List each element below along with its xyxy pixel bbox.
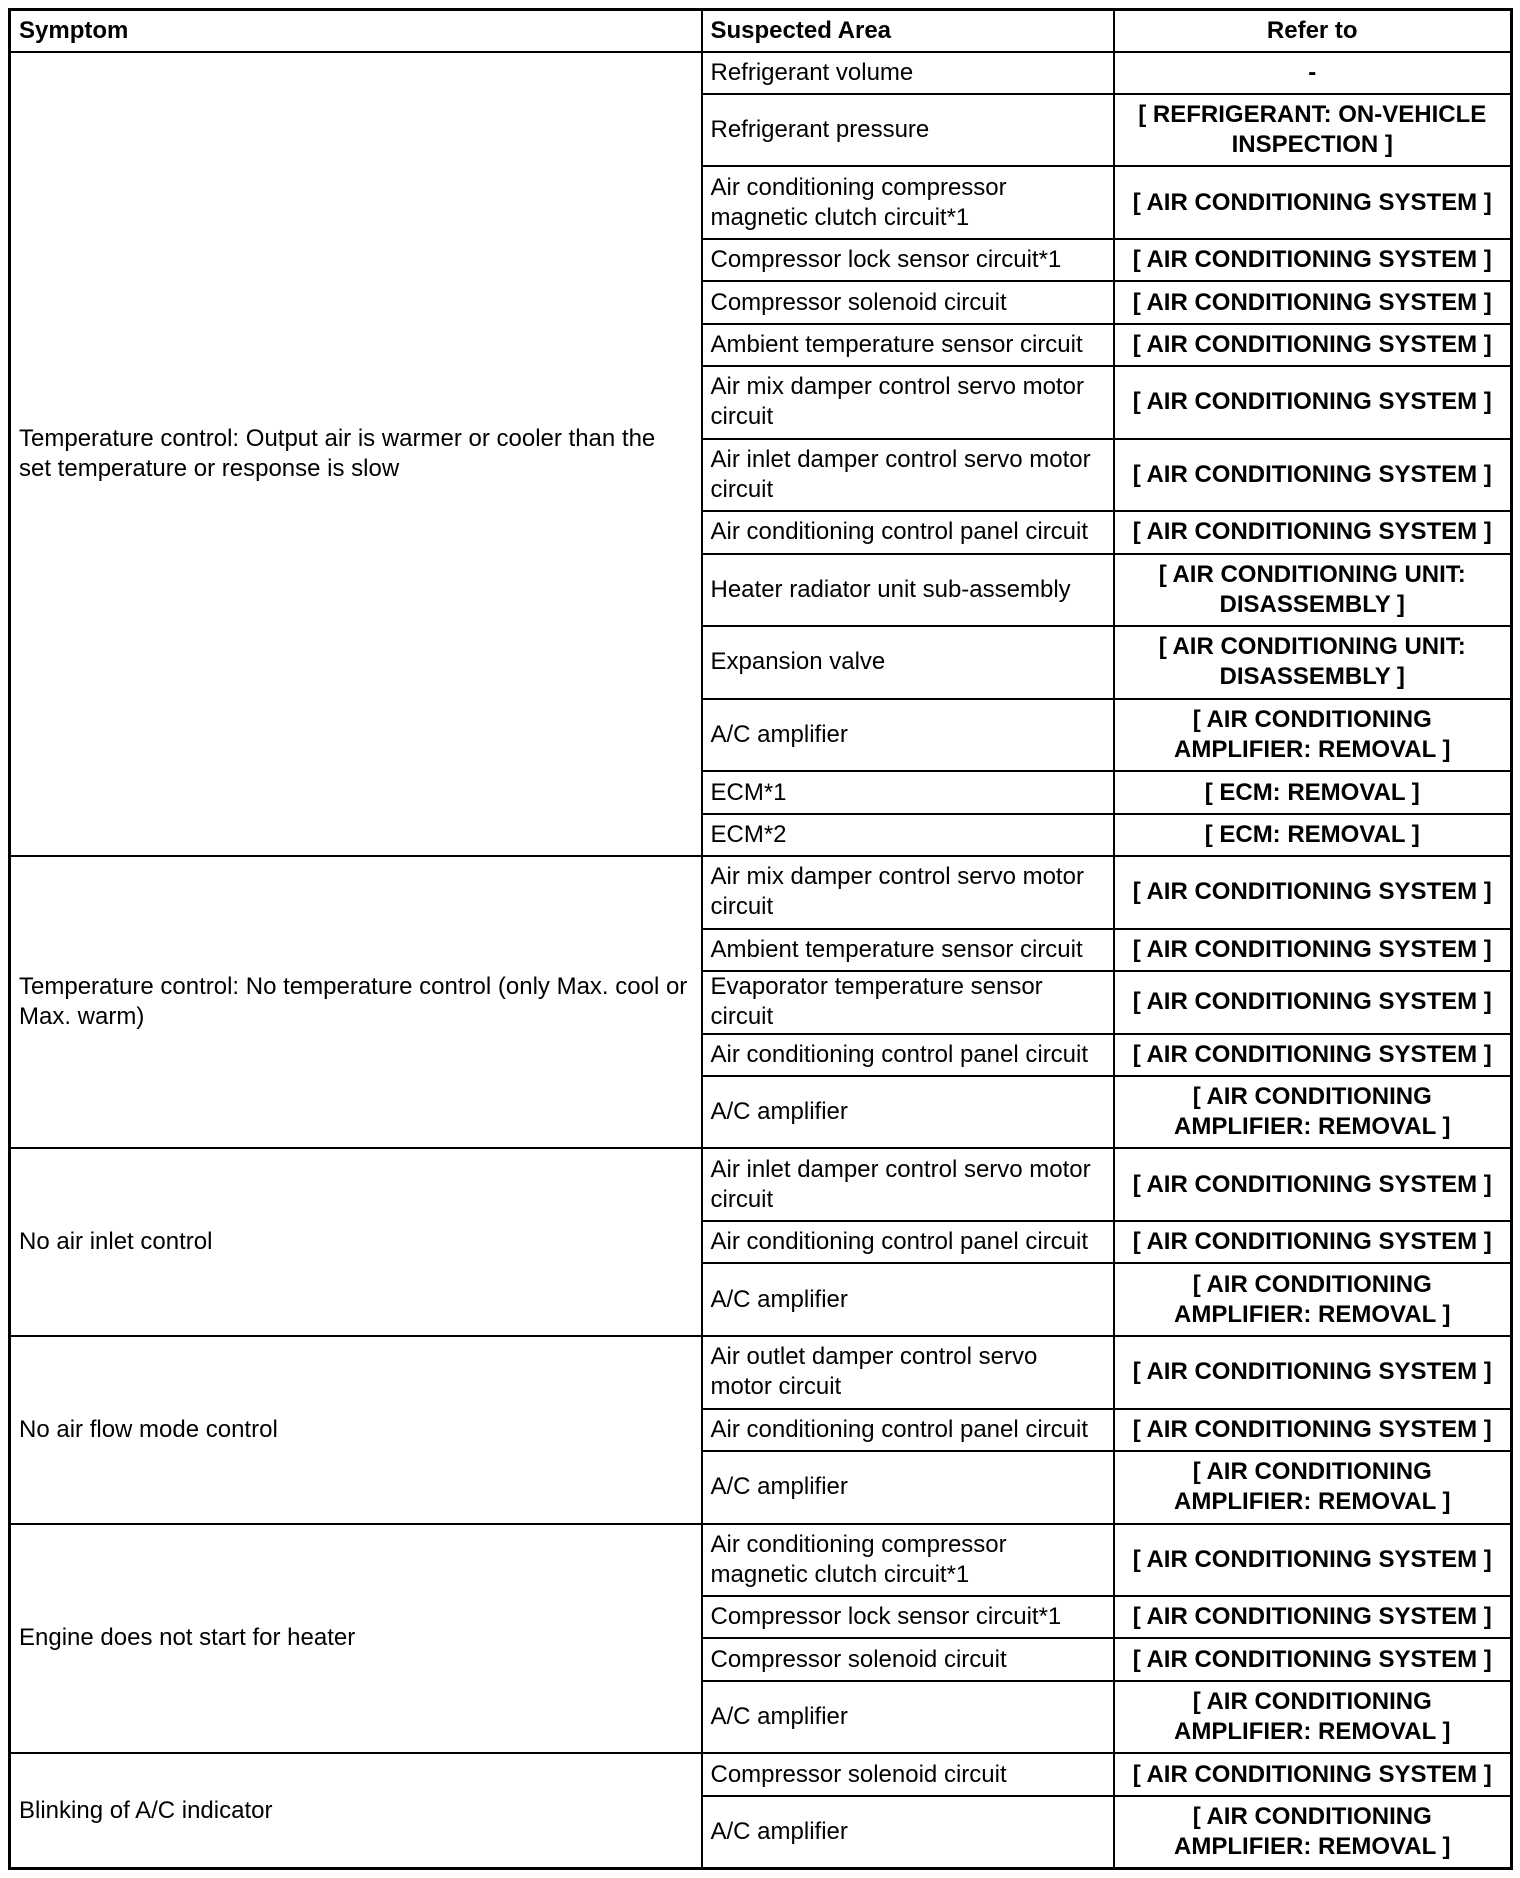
refer-to-link[interactable]: [ AIR CONDITIONING UNIT: DISASSEMBLY ] (1114, 626, 1512, 699)
symptom-cell: No air flow mode control (10, 1336, 702, 1524)
symptom-cell: Temperature control: No temperature control (only Max. cool or Max. warm) (10, 856, 702, 1148)
table-row (10, 1524, 1512, 1597)
symptom-cell: Temperature control: Output air is warmer or cooler than the set temperature or response is slow (10, 52, 702, 857)
refer-to-link[interactable]: [ AIR CONDITIONING SYSTEM ] (1114, 929, 1512, 971)
suspected-area-cell: Refrigerant volume (702, 52, 1114, 94)
header-refer-to: Refer to (1114, 10, 1512, 52)
suspected-area-cell: Air inlet damper control servo motor circuit (702, 439, 1114, 512)
refer-to-link[interactable]: [ AIR CONDITIONING UNIT: DISASSEMBLY ] (1114, 554, 1512, 627)
suspected-area-cell: A/C amplifier (702, 1796, 1114, 1869)
refer-to-link[interactable]: [ AIR CONDITIONING SYSTEM ] (1114, 439, 1512, 512)
troubleshooting-table (8, 8, 1513, 1870)
refer-to-link[interactable]: [ AIR CONDITIONING AMPLIFIER: REMOVAL ] (1114, 1263, 1512, 1336)
refer-to-link[interactable]: [ AIR CONDITIONING SYSTEM ] (1114, 324, 1512, 366)
header-suspected-area: Suspected Area (702, 10, 1114, 52)
refer-to-link[interactable]: [ AIR CONDITIONING AMPLIFIER: REMOVAL ] (1114, 1681, 1512, 1754)
suspected-area-cell: Air inlet damper control servo motor circuit (702, 1148, 1114, 1221)
refer-to-link[interactable]: [ ECM: REMOVAL ] (1114, 771, 1512, 813)
symptom-cell: No air inlet control (10, 1148, 702, 1336)
refer-to-link[interactable]: [ AIR CONDITIONING SYSTEM ] (1114, 1409, 1512, 1451)
refer-to-link[interactable]: [ AIR CONDITIONING AMPLIFIER: REMOVAL ] (1114, 1451, 1512, 1524)
refer-to-link[interactable]: [ ECM: REMOVAL ] (1114, 814, 1512, 856)
suspected-area-cell: Refrigerant pressure (702, 94, 1114, 167)
suspected-area-cell: Air mix damper control servo motor circuit (702, 856, 1114, 929)
suspected-area-cell: Air conditioning control panel circuit (702, 1409, 1114, 1451)
suspected-area-cell: Air conditioning control panel circuit (702, 1221, 1114, 1263)
refer-to-link[interactable]: [ AIR CONDITIONING SYSTEM ] (1114, 166, 1512, 239)
refer-to-link[interactable]: [ AIR CONDITIONING SYSTEM ] (1114, 366, 1512, 439)
suspected-area-cell: A/C amplifier (702, 1681, 1114, 1754)
suspected-area-cell: Heater radiator unit sub-assembly (702, 554, 1114, 627)
suspected-area-cell: Air mix damper control servo motor circuit (702, 366, 1114, 439)
suspected-area-cell: Compressor lock sensor circuit*1 (702, 1596, 1114, 1638)
suspected-area-cell: Air conditioning control panel circuit (702, 1034, 1114, 1076)
refer-to-link[interactable]: [ AIR CONDITIONING SYSTEM ] (1114, 1638, 1512, 1680)
suspected-area-cell: Compressor solenoid circuit (702, 1638, 1114, 1680)
suspected-area-cell: Ambient temperature sensor circuit (702, 929, 1114, 971)
table-row (10, 1148, 1512, 1221)
header-row (10, 10, 1512, 52)
refer-to-link[interactable]: [ AIR CONDITIONING SYSTEM ] (1114, 1753, 1512, 1795)
table-row (10, 1753, 1512, 1795)
suspected-area-cell: Air outlet damper control servo motor circuit (702, 1336, 1114, 1409)
suspected-area-cell: Ambient temperature sensor circuit (702, 324, 1114, 366)
suspected-area-cell: A/C amplifier (702, 1263, 1114, 1336)
refer-to-link: - (1114, 52, 1512, 94)
suspected-area-cell: A/C amplifier (702, 699, 1114, 772)
refer-to-link[interactable]: [ AIR CONDITIONING SYSTEM ] (1114, 239, 1512, 281)
refer-to-link[interactable]: [ AIR CONDITIONING SYSTEM ] (1114, 1148, 1512, 1221)
suspected-area-cell: Air conditioning compressor magnetic clutch circuit*1 (702, 166, 1114, 239)
table-row (10, 52, 1512, 94)
header-symptom: Symptom (10, 10, 702, 52)
refer-to-link[interactable]: [ AIR CONDITIONING SYSTEM ] (1114, 971, 1512, 1034)
refer-to-link[interactable]: [ AIR CONDITIONING SYSTEM ] (1114, 1596, 1512, 1638)
refer-to-link[interactable]: [ AIR CONDITIONING AMPLIFIER: REMOVAL ] (1114, 1796, 1512, 1869)
suspected-area-cell: Evaporator temperature sensor circuit (702, 971, 1114, 1034)
refer-to-link[interactable]: [ AIR CONDITIONING SYSTEM ] (1114, 1221, 1512, 1263)
suspected-area-cell: Air conditioning control panel circuit (702, 511, 1114, 553)
symptom-cell: Blinking of A/C indicator (10, 1753, 702, 1868)
symptom-cell: Engine does not start for heater (10, 1524, 702, 1754)
table-row (10, 1336, 1512, 1409)
suspected-area-cell: Compressor solenoid circuit (702, 1753, 1114, 1795)
refer-to-link[interactable]: [ AIR CONDITIONING SYSTEM ] (1114, 1336, 1512, 1409)
refer-to-link[interactable]: [ AIR CONDITIONING AMPLIFIER: REMOVAL ] (1114, 699, 1512, 772)
suspected-area-cell: Expansion valve (702, 626, 1114, 699)
suspected-area-cell: A/C amplifier (702, 1076, 1114, 1149)
refer-to-link[interactable]: [ AIR CONDITIONING SYSTEM ] (1114, 856, 1512, 929)
refer-to-link[interactable]: [ AIR CONDITIONING SYSTEM ] (1114, 1524, 1512, 1597)
suspected-area-cell: Air conditioning compressor magnetic clutch circuit*1 (702, 1524, 1114, 1597)
table-body (10, 52, 1512, 1869)
refer-to-link[interactable]: [ AIR CONDITIONING SYSTEM ] (1114, 511, 1512, 553)
refer-to-link[interactable]: [ AIR CONDITIONING SYSTEM ] (1114, 281, 1512, 323)
table-row (10, 856, 1512, 929)
refer-to-link[interactable]: [ REFRIGERANT: ON-VEHICLE INSPECTION ] (1114, 94, 1512, 167)
refer-to-link[interactable]: [ AIR CONDITIONING AMPLIFIER: REMOVAL ] (1114, 1076, 1512, 1149)
suspected-area-cell: A/C amplifier (702, 1451, 1114, 1524)
suspected-area-cell: Compressor lock sensor circuit*1 (702, 239, 1114, 281)
suspected-area-cell: ECM*1 (702, 771, 1114, 813)
suspected-area-cell: Compressor solenoid circuit (702, 281, 1114, 323)
refer-to-link[interactable]: [ AIR CONDITIONING SYSTEM ] (1114, 1034, 1512, 1076)
suspected-area-cell: ECM*2 (702, 814, 1114, 856)
